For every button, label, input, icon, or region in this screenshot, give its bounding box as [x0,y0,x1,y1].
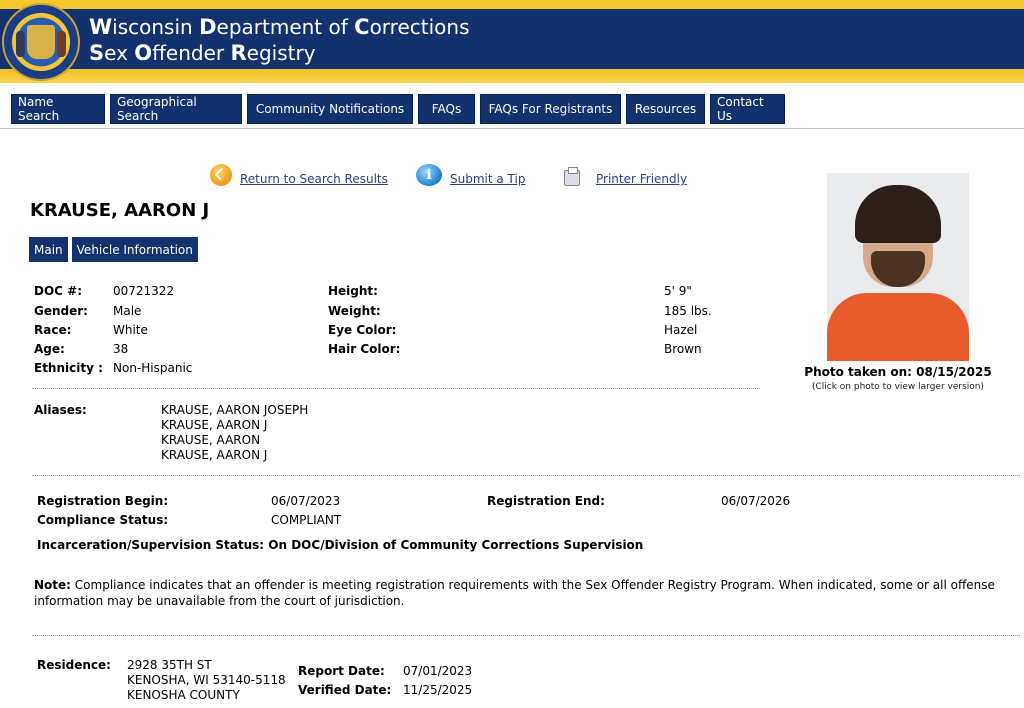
tab-vehicle-information[interactable]: Vehicle Information [72,237,198,262]
title-initial: O [134,41,153,65]
site-title-line1 [89,14,469,40]
title-initial: W [89,15,113,39]
compliance-note [34,577,1014,609]
residence-county: KENOSHA COUNTY [127,688,240,702]
weight-label: Weight: [328,304,381,318]
photo-shirt [827,293,969,361]
gender-label: Gender: [34,304,88,318]
nav-geographical-search[interactable]: Geographical Search [110,94,242,124]
printer-friendly-action[interactable] [564,160,687,186]
title-initial: D [199,15,217,39]
main-nav [11,94,785,124]
ethnicity-label: Ethnicity : [34,361,103,375]
printer-friendly-link[interactable]: Printer Friendly [596,172,688,186]
title-word: ffender [152,41,231,65]
age-label: Age: [34,342,65,356]
title-word: orrections [369,15,470,39]
height-value: 5' 9" [664,284,692,298]
alias-item: KRAUSE, AARON J [161,448,268,462]
weight-value: 185 lbs. [664,304,712,318]
title-initial: C [354,15,370,39]
photo-hair [855,185,941,243]
height-label: Height: [328,284,378,298]
nav-faqs[interactable]: FAQs [418,94,475,124]
compliance-status-label: Compliance Status: [37,513,169,527]
nav-community-notifications[interactable]: Community Notifications [247,94,413,124]
offender-tabs [29,237,198,262]
title-initial: R [230,41,247,65]
nav-contact-us[interactable]: Contact Us [710,94,785,124]
age-value: 38 [113,342,129,356]
photo-date: Photo taken on: 08/15/2025 [804,365,992,379]
note-text: Compliance indicates that an offender is meeting registration requirements with the Sex Offender Registry Program. When indicated, some or all offense information may be unavailable from the court of jurisdiction. [34,578,995,608]
title-initial: S [89,41,105,65]
alias-item: KRAUSE, AARON JOSEPH [161,403,309,417]
alias-item: KRAUSE, AARON [161,433,261,447]
submit-tip-action[interactable] [416,160,525,186]
seal-shield [27,25,55,59]
return-to-results-link[interactable]: Return to Search Results [240,172,388,186]
report-date-label: Report Date: [298,664,385,678]
title-word: isconsin [112,15,200,39]
section-divider [32,475,1020,476]
site-title-line2 [89,40,469,66]
title-word: ex [104,41,135,65]
nav-name-search[interactable]: Name Search [11,94,105,124]
incarceration-status [37,538,643,552]
section-divider [32,635,1020,636]
aliases-label: Aliases: [34,403,87,417]
printer-icon[interactable] [564,170,580,186]
photo-hint: (Click on photo to view larger version) [811,382,985,392]
compliance-status-value: COMPLIANT [271,513,342,527]
offender-name: KRAUSE, AARON J [30,200,210,221]
registration-end-label: Registration End: [487,494,605,508]
tab-main[interactable]: Main [29,237,68,262]
state-seal-icon [2,3,80,81]
alias-item: KRAUSE, AARON J [161,418,268,432]
ethnicity-value: Non-Hispanic [113,361,193,375]
title-word: egistry [246,41,316,65]
incarceration-status-value: On DOC/Division of Community Corrections Supervision [268,538,644,552]
doc-value: 00721322 [113,284,175,298]
registration-begin-value: 06/07/2023 [271,494,341,508]
race-value: White [113,323,148,337]
gender-value: Male [113,304,142,318]
nav-resources[interactable]: Resources [626,94,705,124]
hair-color-value: Brown [664,342,702,356]
info-icon[interactable]: i [416,164,442,186]
header-gold-band [0,69,1024,83]
offender-photo[interactable] [827,173,969,361]
seal-figure-left [16,31,25,57]
eye-color-label: Eye Color: [328,323,397,337]
submit-tip-link[interactable]: Submit a Tip [450,172,526,186]
site-title [89,14,469,66]
report-date-value: 07/01/2023 [403,664,473,678]
title-word: epartment of [216,15,355,39]
return-to-results-action[interactable] [210,160,388,186]
doc-label: DOC #: [34,284,82,298]
race-label: Race: [34,323,72,337]
eye-color-value: Hazel [664,323,698,337]
residence-city: KENOSHA, WI 53140-5118 [127,673,286,687]
verified-date-label: Verified Date: [298,683,392,697]
residence-label: Residence: [37,658,111,672]
registration-end-value: 06/07/2026 [721,494,791,508]
note-label: Note: [34,578,71,592]
return-arrow-icon[interactable] [210,164,232,186]
section-divider [32,388,760,389]
registration-begin-label: Registration Begin: [37,494,169,508]
incarceration-status-label: Incarceration/Supervision Status: [37,538,265,552]
seal-figure-right [57,31,66,57]
nav-faqs-registrants[interactable]: FAQs For Registrants [480,94,621,124]
nav-divider [0,128,1024,129]
hair-color-label: Hair Color: [328,342,401,356]
residence-street: 2928 35TH ST [127,658,212,672]
verified-date-value: 11/25/2025 [403,683,473,697]
